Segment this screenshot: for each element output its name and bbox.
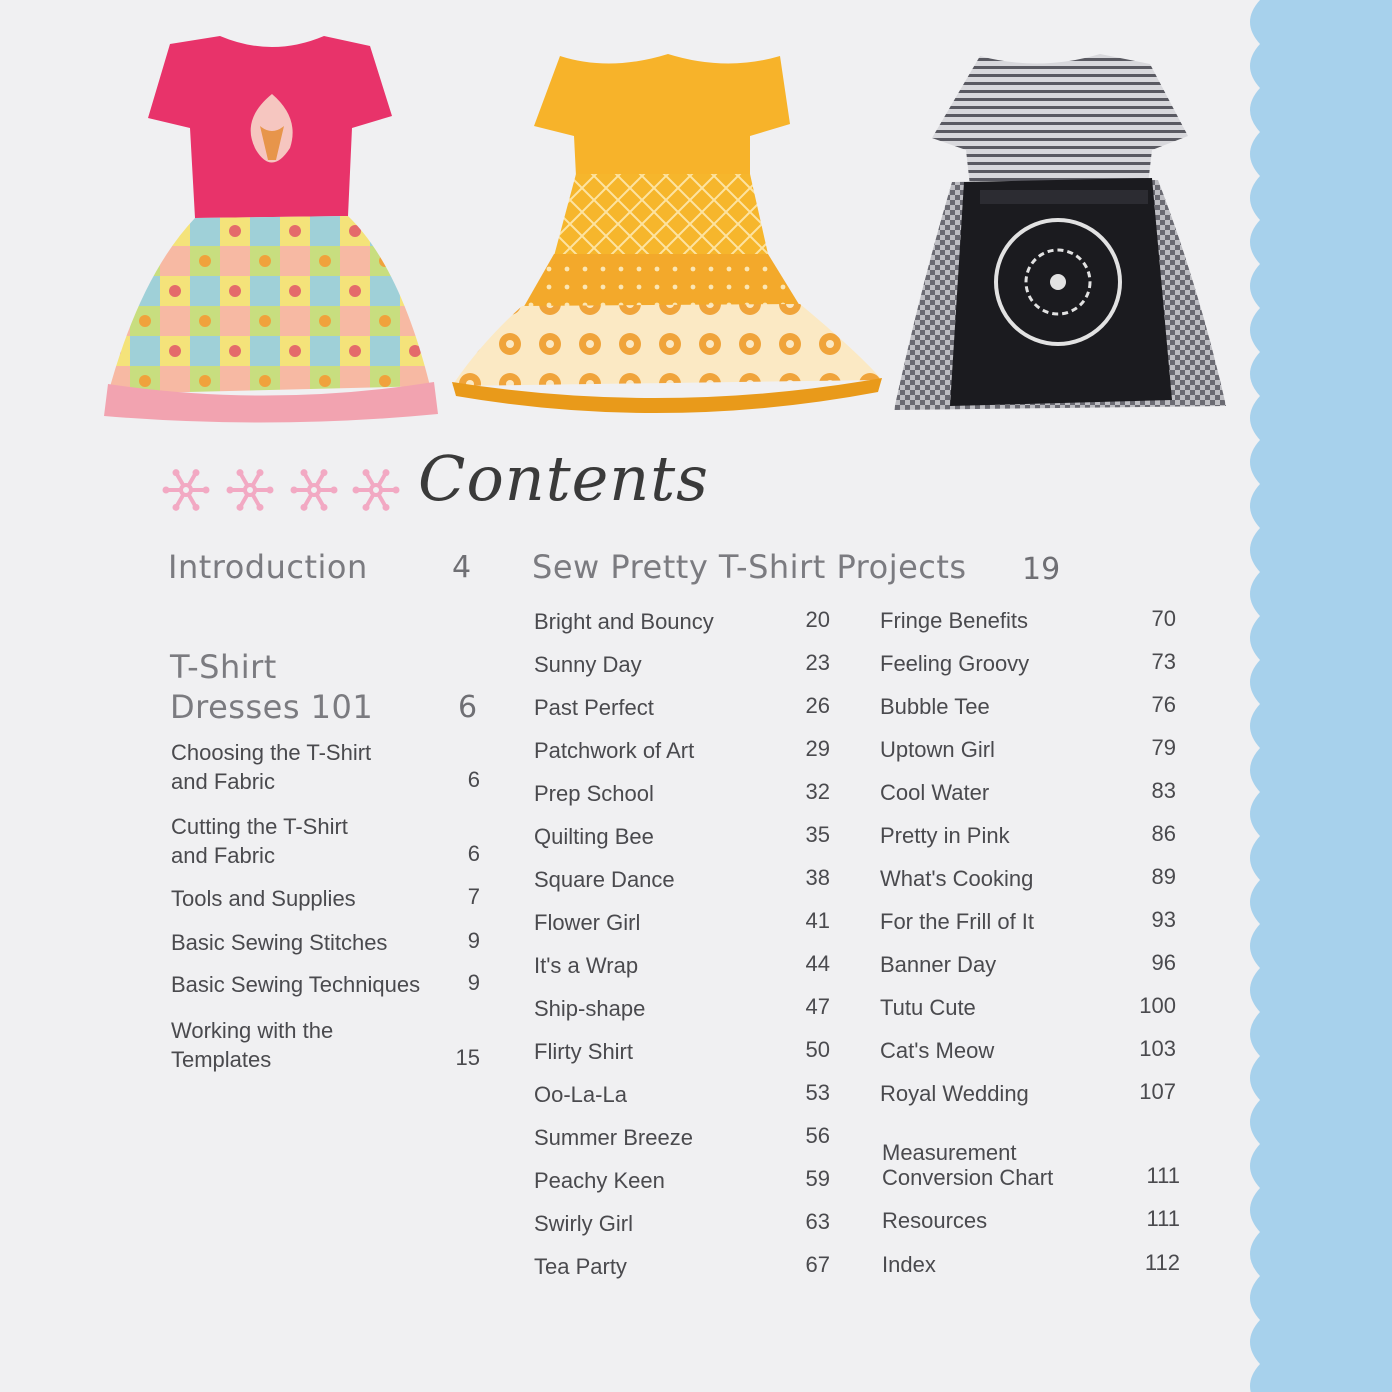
yellow-dress-image [450,44,886,439]
toc-entry-label[interactable]: Measurement [882,1140,1017,1165]
scallop-edge [1240,0,1280,1392]
toc-entry-page: 59 [805,1166,830,1191]
projects-title[interactable]: Sew Pretty T-Shirt Projects [532,548,967,586]
toc-entry-label[interactable]: Basic Sewing Techniques [171,972,421,997]
toc-entry-label[interactable]: Sunny Day [534,652,642,677]
toc-entry-page: 67 [805,1252,830,1277]
toc-entry-page: 23 [805,650,830,675]
toc-entry-label[interactable]: Feeling Groovy [880,651,1030,676]
bandana-dress-image [890,50,1230,435]
toc-entry-label[interactable]: Tools and Supplies [171,886,356,911]
toc-entry-page: 70 [1151,606,1176,631]
toc-entry-page: 32 [805,779,830,804]
toc-entry-label-line2[interactable]: Conversion Chart [882,1165,1054,1190]
toc-entry-page: 50 [805,1037,830,1062]
toc-entry-label[interactable]: Choosing the T-Shirt [171,740,372,765]
toc-entry-page: 112 [1144,1250,1180,1275]
toc-entry-page: 9 [467,928,480,953]
toc-entry-label[interactable]: Swirly Girl [534,1211,633,1236]
toc-entry-page: 111 [1146,1163,1180,1188]
pink-dress-image [100,36,445,426]
toc-entry-page: 100 [1139,993,1176,1018]
toc-entry-page: 111 [1146,1206,1180,1231]
toc-entry-label[interactable]: Cutting the T-Shirt [171,814,348,839]
toc-entry-label[interactable]: Prep School [534,781,654,806]
toc-entry-label[interactable]: Tutu Cute [880,995,976,1020]
toc-entry-label[interactable]: Uptown Girl [880,737,995,762]
toc-entry-label[interactable]: Patchwork of Art [534,738,695,763]
toc-entry-page: 83 [1151,778,1176,803]
toc-entry-label[interactable]: Basic Sewing Stitches [171,930,388,955]
intro-title[interactable]: Introduction [168,548,368,586]
toc-entry-label-line2[interactable]: and Fabric [171,843,275,868]
toc-entry-page: 53 [805,1080,830,1105]
toc-entry-label[interactable]: Cat's Meow [880,1038,995,1063]
toc-entry-label[interactable]: Past Perfect [534,695,654,720]
dresses101-title-line2[interactable]: Dresses 101 [170,688,374,726]
toc-entry-label[interactable]: Flower Girl [534,910,641,935]
toc-entry-page: 38 [805,865,830,890]
toc-entry-label[interactable]: Quilting Bee [534,824,654,849]
toc-entry-label[interactable]: Square Dance [534,867,675,892]
toc-entry-page: 9 [467,970,480,995]
toc-entry-label[interactable]: Pretty in Pink [880,823,1010,848]
toc-entry-label[interactable]: Bubble Tee [880,694,990,719]
toc-entry-label-line2[interactable]: Templates [171,1047,272,1072]
toc-entry-label[interactable]: Oo-La-La [534,1082,627,1107]
contents-header [160,442,860,538]
toc-entry-label[interactable]: Royal Wedding [880,1081,1029,1106]
toc-entry-page: 76 [1151,692,1176,717]
toc-entry-page: 73 [1151,649,1176,674]
toc-entry-page: 56 [805,1123,830,1148]
toc-entry-page: 29 [805,736,830,761]
toc-entry-label[interactable]: Fringe Benefits [880,608,1028,633]
toc-entry-page: 79 [1151,735,1176,760]
toc-entry-label-line2[interactable]: and Fabric [171,769,275,794]
toc-entry-label[interactable]: Peachy Keen [534,1168,665,1193]
toc-entry-page: 6 [467,841,480,866]
toc-entry-page: 26 [805,693,830,718]
toc-entry-label[interactable]: Summer Breeze [534,1125,693,1150]
snowflake-icons [160,466,410,522]
toc-entry-label[interactable]: Resources [882,1208,988,1233]
toc-entry-label[interactable]: Ship-shape [534,996,646,1021]
toc-entry-page: 44 [805,951,830,976]
toc-entry-label[interactable]: Cool Water [880,780,990,805]
toc-entry-page: 20 [805,607,830,632]
projects-page: 19 [1022,552,1061,587]
toc-entry-page: 96 [1151,950,1176,975]
toc-entry-label[interactable]: For the Frill of It [880,909,1035,934]
toc-entry-page: 63 [805,1209,830,1234]
toc-entry-label[interactable]: Flirty Shirt [534,1039,633,1064]
toc-entry-label[interactable]: Bright and Bouncy [534,609,714,634]
toc-entry-label[interactable]: What's Cooking [880,866,1034,891]
toc-entry-page: 7 [467,884,480,909]
toc-entry-label[interactable]: It's a Wrap [534,953,639,978]
toc-entry-page: 107 [1139,1079,1176,1104]
toc-entry-label[interactable]: Index [882,1252,936,1277]
intro-page: 4 [452,550,472,585]
toc-entry-page: 89 [1151,864,1176,889]
toc-entry-page: 86 [1151,821,1176,846]
toc-entry-page: 93 [1151,907,1176,932]
toc-entry-page: 15 [455,1045,480,1070]
dresses101-title-line1[interactable]: T-Shirt [170,648,277,686]
toc-entry-label[interactable]: Working with the [171,1018,334,1043]
toc-entry-page: 41 [805,908,830,933]
toc-entry-page: 103 [1139,1036,1176,1061]
toc-entry-page: 35 [805,822,830,847]
toc-entry-label[interactable]: Tea Party [534,1254,627,1279]
toc-entry-page: 47 [805,994,830,1019]
toc-entry-label[interactable]: Banner Day [880,952,997,977]
page-title: Contents [418,442,709,515]
toc-entry-page: 6 [467,767,480,792]
dresses101-page: 6 [458,690,478,725]
